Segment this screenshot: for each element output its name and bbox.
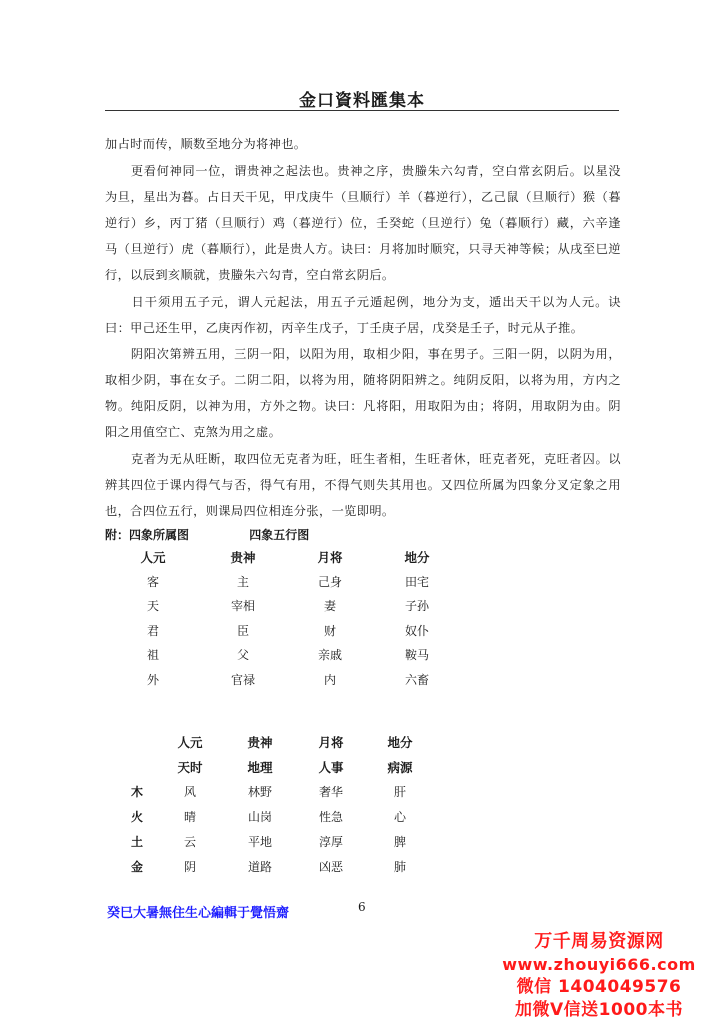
table-cell: 凶恶 (318, 860, 343, 874)
table-cell: 鞍马 (404, 648, 429, 662)
row-label: 木 (130, 785, 143, 799)
table-header-cell: 人元 (177, 735, 203, 750)
paragraph-2: 更看何神同一位，谓贵神之起法也。贵神之序，贵螣朱六勾青，空白常玄阴后。以星没为旦，星出为暮。占日天干见，甲戊庚牛（旦顺行）羊（暮逆行），乙己鼠（旦顺行）猴（暮逆行）乡，丙丁猪（旦顺行）鸡（暮逆行）位，壬癸蛇（旦逆行）兔（暮顺行）藏，六辛逢马（旦逆行）虎（暮顺行），此是贵人方。诀曰：月将加时顺究，只寻天神等候；从戌至巳逆行，以辰到亥顺就，贵螣朱六勾青，空白常玄阴后。 (105, 164, 621, 282)
table-header-cell: 月将 (317, 550, 343, 565)
table-subheader-cell: 人事 (318, 760, 344, 775)
table-cell: 风 (183, 785, 196, 799)
table-cell: 肝 (393, 785, 406, 799)
table-subheader-cell: 地理 (247, 760, 273, 775)
table-cell: 六畜 (404, 672, 429, 687)
table-cell: 奴仆 (404, 623, 429, 638)
footer-compiler-note: 癸巳大暑無住生心編輯于覺悟齋 (107, 906, 290, 921)
table-row (105, 833, 525, 858)
header-rule (105, 110, 619, 111)
table-cell: 客 (146, 574, 159, 589)
row-label: 火 (130, 810, 143, 824)
table-cell: 平地 (247, 835, 272, 849)
paragraph-1: 加占时而传，顺数至地分为将神也。 (105, 137, 307, 151)
table-cell: 君 (146, 623, 159, 638)
paragraph-4: 阴阳次第辨五用，三阴一阳，以阳为用，取相少阳，事在男子。三阳一阴，以阴为用，取相少阴，事在女子。二阴二阳，以将为用，随将阴阳辨之。纯阴反阳，以将为用，方内之物。纯阳反阴，以神为用，方外之物。诀曰：凡将阳，用取阳为由；将阴，用取阴为由。阴阳之用值空亡、克煞为用之虚。 (105, 347, 621, 439)
table-cell: 父 (236, 648, 249, 662)
table-cell: 心 (393, 810, 406, 824)
table-cell: 宰相 (230, 599, 255, 613)
table-cell: 淳厚 (318, 835, 343, 849)
table-cell: 性急 (318, 810, 343, 824)
table-header-cell: 月将 (318, 735, 344, 750)
table-header-row (105, 733, 525, 758)
table-cell: 田宅 (404, 574, 429, 589)
watermark-line-1: 万千周易资源网 (534, 931, 664, 952)
appendix-label: 附：四象所属图 (105, 528, 190, 542)
appendix-label-2: 四象五行图 (249, 528, 310, 542)
table-header-cell: 贵神 (230, 550, 256, 565)
table-row (105, 622, 525, 647)
table-cell: 外 (146, 672, 159, 687)
table-row (105, 808, 525, 833)
table-cell: 亲戚 (317, 648, 342, 662)
page-header-title: 金口資料匯集本 (299, 91, 425, 111)
table-row (105, 573, 525, 598)
table-cell: 官禄 (230, 672, 255, 687)
watermark-line-4: 加微V信送1000本书 (515, 1000, 683, 1020)
four-symbols-five-elements-table (105, 733, 525, 883)
table-cell: 晴 (183, 810, 196, 824)
table-cell: 奢华 (318, 785, 343, 799)
table-header-cell: 贵神 (247, 735, 273, 750)
row-label: 金 (130, 860, 143, 874)
table-header-cell: 地分 (387, 735, 413, 750)
paragraph-3: 日干须用五子元，谓人元起法，用五子元遁起例，地分为支，遁出天干以为人元。诀曰：甲己还生甲，乙庚丙作初，丙辛生戊子，丁壬庚子居，戊癸是壬子，时元从子推。 (105, 295, 621, 335)
table-cell: 脾 (393, 835, 406, 849)
table-cell: 天 (146, 599, 159, 613)
table-row (105, 646, 525, 671)
table-cell: 妻 (323, 599, 336, 613)
table-header-row (105, 548, 525, 573)
table-row (105, 858, 525, 883)
table-row (105, 783, 525, 808)
table-cell: 主 (236, 574, 249, 589)
table-cell: 阴 (183, 860, 196, 874)
table-cell: 山岗 (247, 810, 272, 824)
table-subheader-cell: 病源 (387, 760, 413, 775)
four-symbols-table (105, 548, 525, 695)
page-number: 6 (358, 900, 366, 914)
table-row (105, 671, 525, 696)
table-cell: 内 (323, 672, 336, 687)
table-row (105, 597, 525, 622)
watermark-line-2: www.zhouyi666.com (502, 955, 696, 974)
table-cell: 祖 (146, 648, 159, 662)
watermark-line-3: 微信 1404049576 (516, 977, 682, 997)
table-cell: 道路 (247, 860, 272, 874)
row-label: 土 (130, 835, 143, 849)
table-cell: 臣 (236, 623, 249, 638)
paragraph-5: 克者为无从旺断，取四位无克者为旺，旺生者相，生旺者休，旺克者死，克旺者囚。以辨其四位于课内得气与否，得气有用，不得气则失其用也。又四位所属为四象分叉定象之用也，合四位五行，则课局四位相连分张，一览即明。 (105, 452, 621, 518)
table-cell: 云 (183, 835, 196, 849)
table-subheader-cell: 天时 (177, 760, 203, 775)
table-header-cell: 地分 (404, 550, 430, 565)
table-cell: 肺 (393, 860, 406, 874)
table-header-cell: 人元 (140, 550, 166, 565)
table-subheader-row (105, 758, 525, 783)
table-cell: 己身 (317, 574, 342, 589)
appendix-heading (105, 526, 309, 543)
table-cell: 子孙 (404, 599, 429, 613)
table-cell: 财 (323, 623, 336, 638)
table-cell: 林野 (247, 785, 272, 799)
